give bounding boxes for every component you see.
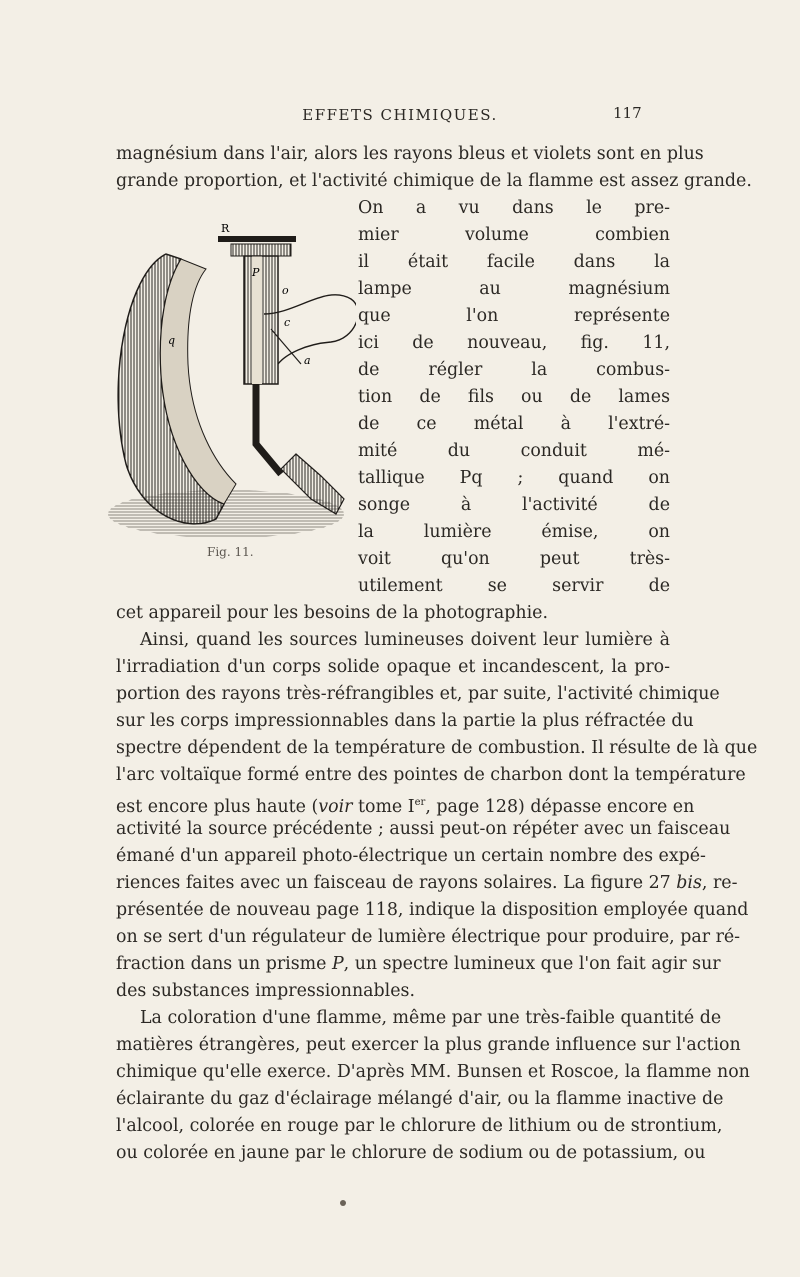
text-line: ou colorée en jaune par le chlorure de sodium ou de potassium, ou [116,1143,706,1163]
superscript: er [414,797,426,808]
text-line: il était facile dans la [358,252,670,272]
svg-text:c: c [284,316,291,329]
text-run-italic: voir [318,796,353,817]
text-line: activité la source précédente ; aussi peut-on répéter avec un faisceau [116,819,731,839]
text-line: portion des rayons très-réfrangibles et, par suite, l'activité chimique [116,684,720,704]
text-line [116,951,721,978]
text-run: tome I [352,796,415,817]
text-run: riences faites avec un faisceau de rayons solaires. La figure 27 [116,873,677,893]
text-line: songe à l'activité de [358,495,670,515]
magnesium-lamp-figure [106,214,356,542]
text-line: éclairante du gaz d'éclairage mélangé d'air, ou la flamme inactive de [116,1089,724,1109]
text-line: la lumière émise, on [358,522,670,542]
text-line: lampe au magnésium [358,279,670,299]
text-line: présentée de nouveau page 118, indique la disposition employée quand [116,900,749,920]
text-line: Ainsi, quand les sources lumineuses doivent leur lumière à [140,630,670,650]
svg-text:R: R [221,222,230,235]
text-run: est encore plus haute ( [116,796,319,817]
svg-text:q: q [168,334,176,347]
text-line: que l'on représente [358,306,670,326]
figure-caption: Fig. 11. [207,545,254,559]
text-line: mité du conduit mé- [358,441,670,461]
text-line: chimique qu'elle exerce. D'après MM. Bunsen et Roscoe, la flamme non [116,1062,750,1082]
text-line: tallique Pq ; quand on [358,468,670,488]
text-run: , page 128) dépasse encore en [425,796,695,817]
text-line: l'arc voltaïque formé entre des pointes de charbon dont la température [116,765,746,785]
text-line: tion de fils ou de lames [358,387,670,407]
text-line: l'irradiation d'un corps solide opaque et incandescent, la pro- [116,657,670,677]
text-line: émané d'un appareil photo-électrique un certain nombre des expé- [116,846,706,866]
text-line: La coloration d'une flamme, même par une très-faible quantité de [140,1008,722,1028]
text-line [116,870,738,897]
text-line: grande proportion, et l'activité chimique de la flamme est assez grande. [116,171,752,191]
text-line: mier volume combien [358,225,670,245]
text-line: de ce métal à l'extré- [358,414,670,434]
text-run-italic: P [331,954,344,974]
running-head: EFFETS CHIMIQUES. [302,106,498,124]
text-line: On a vu dans le pre- [358,198,670,218]
text-line: sur les corps impressionnables dans la partie la plus réfractée du [116,711,694,731]
text-line: voit qu'on peut très- [358,549,670,569]
page-number: 117 [613,104,642,122]
printer-mark [340,1200,346,1206]
text-line: de régler la combus- [358,360,670,380]
text-line: matières étrangères, peut exercer la plus grande influence sur l'action [116,1035,741,1055]
text-line: magnésium dans l'air, alors les rayons bleus et violets sont en plus [116,144,704,164]
text-run: , re- [701,873,738,893]
text-line: l'alcool, colorée en rouge par le chlorure de lithium ou de strontium, [116,1116,723,1136]
text-line: cet appareil pour les besoins de la photographie. [116,603,548,623]
text-line: des substances impressionnables. [116,981,415,1001]
svg-text:P: P [252,266,260,279]
svg-text:a: a [304,354,311,367]
text-line: ici de nouveau, fig. 11, [358,333,670,353]
text-line: spectre dépendent de la température de combustion. Il résulte de là que [116,738,758,758]
text-line: on se sert d'un régulateur de lumière électrique pour produire, par ré- [116,927,741,947]
text-run: , un spectre lumineux que l'on fait agir sur [343,954,721,974]
text-line: utilement se servir de [358,576,670,596]
text-run-italic: bis [676,873,702,893]
svg-text:o: o [282,284,289,297]
text-run: fraction dans un prisme [116,954,332,974]
